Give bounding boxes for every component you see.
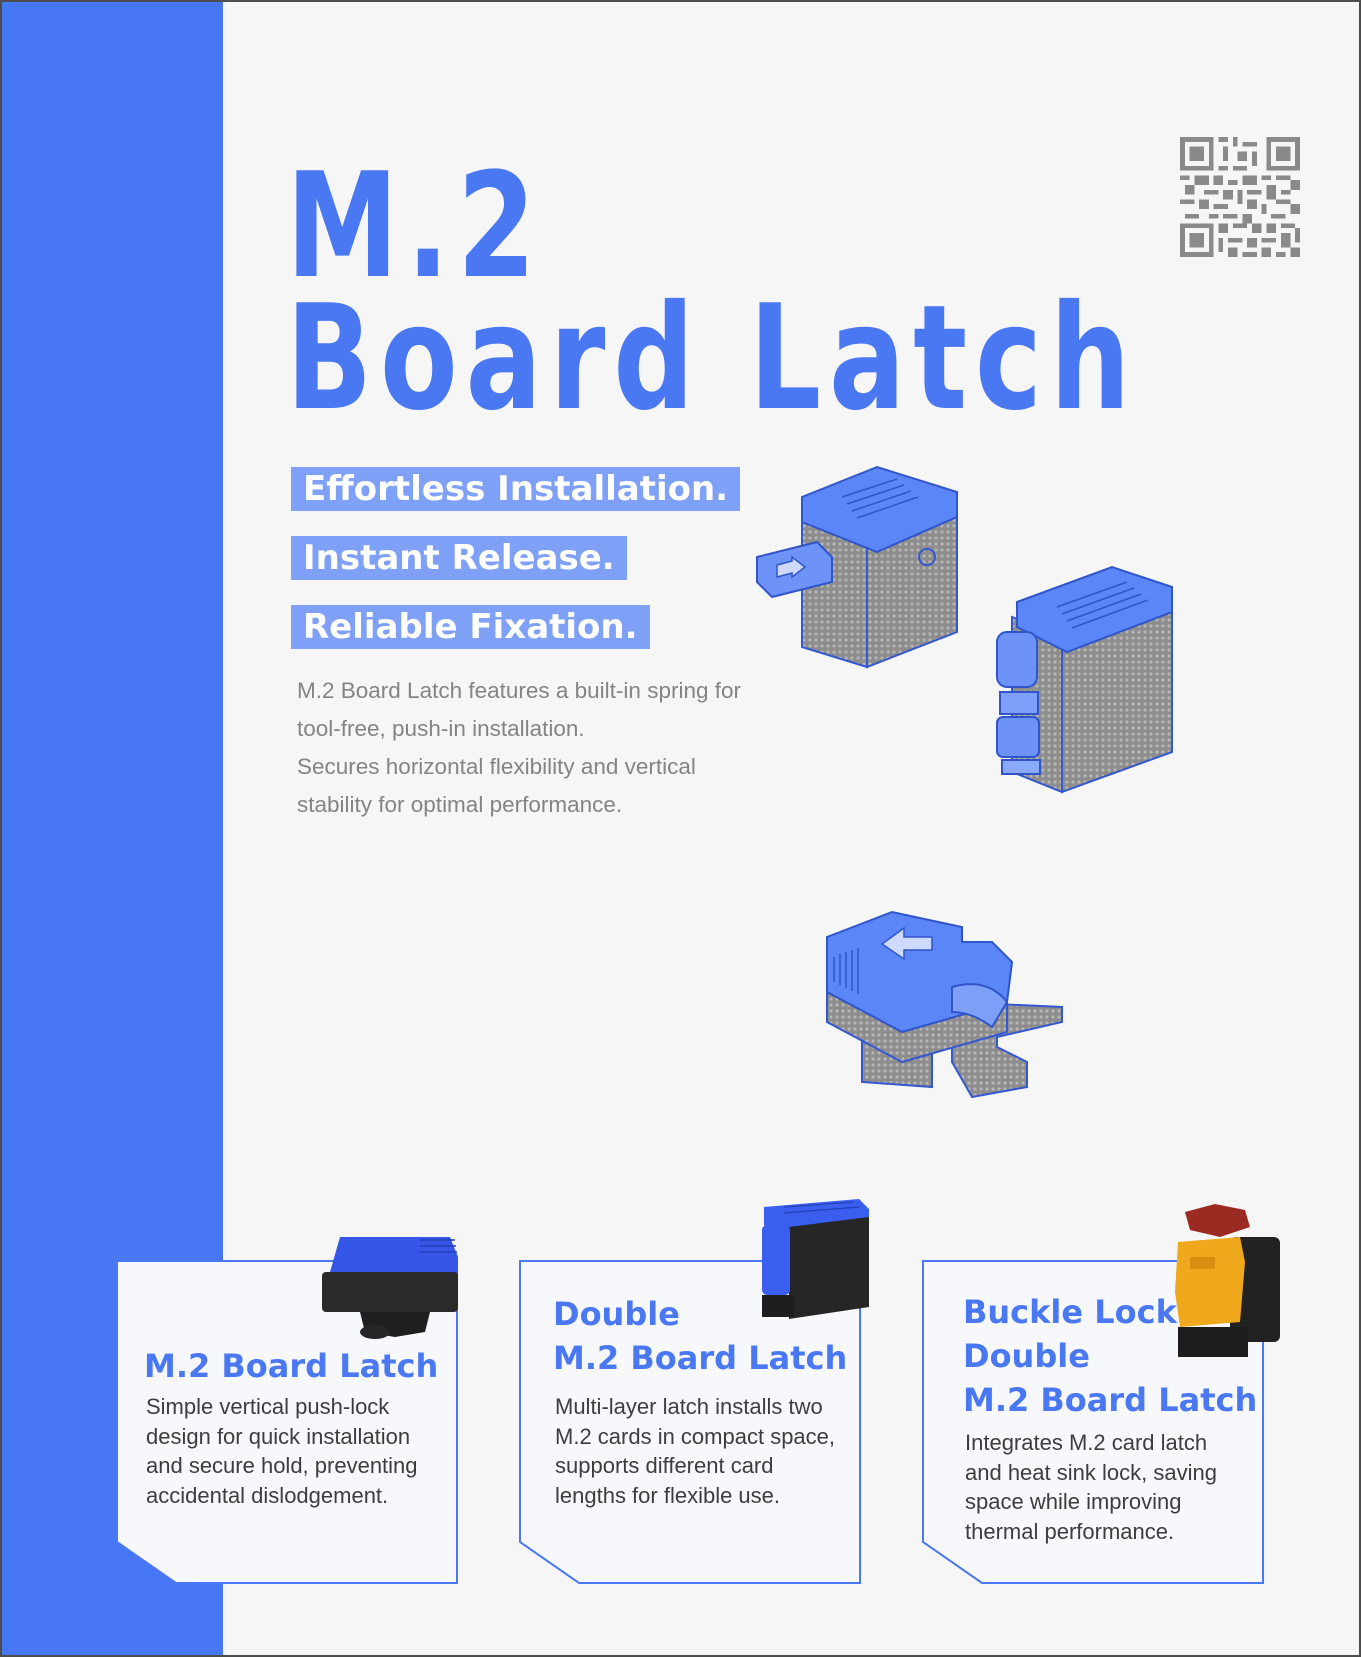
card-title-line: M.2 Board Latch (963, 1381, 1258, 1419)
title-line-2: Board Latch (286, 274, 1139, 443)
card-desc-line: and secure hold, preventing (146, 1453, 418, 1478)
double-latch-angled-illustration-icon (992, 557, 1182, 797)
product-description (297, 672, 777, 824)
card-title-line: Double (553, 1295, 680, 1333)
description-line: M.2 Board Latch features a built-in spring for (297, 678, 741, 703)
tagline-instant-release: Instant Release. (291, 536, 627, 580)
card-title-line: Double (963, 1337, 1090, 1375)
m2-latch-angled-illustration-icon (747, 457, 962, 672)
card-title-line: M.2 Board Latch (144, 1347, 439, 1385)
card-description (146, 1392, 436, 1510)
description-line: tool-free, push-in installation. (297, 716, 585, 741)
latch-flat-illustration-icon (822, 882, 1067, 1122)
card-title (144, 1344, 438, 1388)
card-desc-line: lengths for flexible use. (555, 1482, 781, 1508)
card-description (965, 1428, 1255, 1546)
card-desc-line: Simple vertical push-lock (146, 1394, 390, 1419)
card-desc-line: accidental dislodgement. (146, 1482, 389, 1508)
card-desc-line: space while improving (965, 1489, 1182, 1514)
card-title-line: M.2 Board Latch (553, 1339, 848, 1377)
card-desc-line: thermal performance. (965, 1518, 1175, 1544)
card-description (555, 1392, 845, 1510)
tagline-reliable-fixation: Reliable Fixation. (291, 605, 650, 649)
double-m2-board-latch-photo-icon (754, 1197, 874, 1327)
title-line-1: M.2 (286, 142, 544, 311)
card-desc-line: and heat sink lock, saving (965, 1459, 1217, 1485)
qr-code-icon[interactable] (1180, 137, 1300, 257)
description-line: stability for optimal performance. (297, 792, 623, 817)
card-desc-line: Integrates M.2 card latch (965, 1430, 1208, 1455)
card-desc-line: design for quick installation (146, 1423, 411, 1449)
card-desc-line: supports different card (555, 1453, 774, 1478)
description-line: Secures horizontal flexibility and vertical (297, 754, 696, 779)
card-desc-line: Multi-layer latch installs two (555, 1394, 823, 1419)
buckle-lock-latch-photo-icon (1170, 1202, 1285, 1362)
m2-board-latch-photo-icon (320, 1232, 460, 1347)
card-title-line: Buckle Lock (963, 1293, 1177, 1331)
card-desc-line: M.2 cards in compact space, (555, 1423, 836, 1449)
tagline-effortless-installation: Effortless Installation. (291, 467, 740, 511)
